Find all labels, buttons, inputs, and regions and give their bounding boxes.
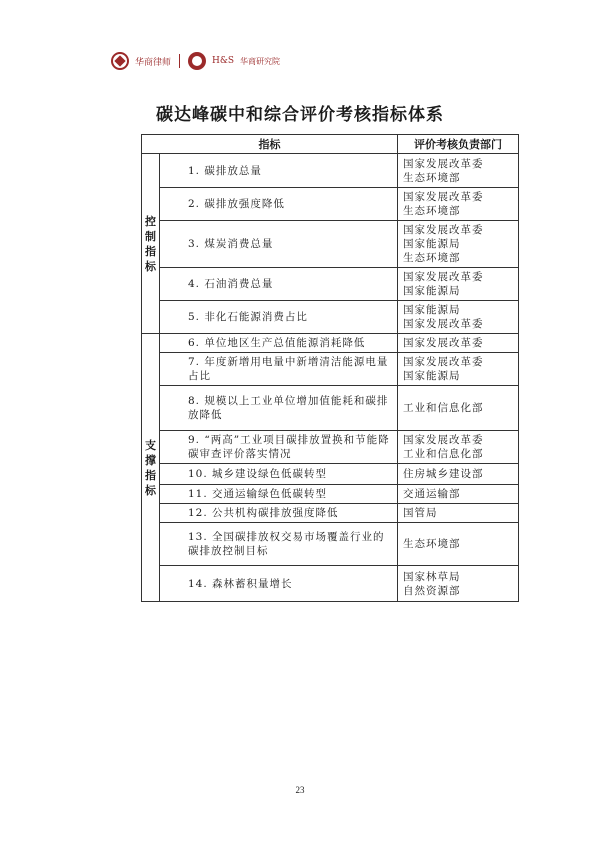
indicator-cell: 3. 煤炭消费总量: [160, 221, 398, 268]
table-row: [142, 386, 519, 431]
department-name: 国家能源局: [403, 285, 461, 297]
department-name: 国家能源局: [403, 370, 461, 382]
table-body: [142, 154, 519, 602]
department-name: 生态环境部: [403, 252, 461, 264]
indicator-cell: 12. 公共机构碳排放强度降低: [160, 504, 398, 523]
indicator-cell: 7. 年度新增用电量中新增清洁能源电量占比: [160, 353, 398, 386]
department-name: 自然资源部: [403, 584, 461, 597]
table-row: [142, 188, 519, 221]
logo-divider: [179, 54, 180, 68]
department-cell: [398, 154, 519, 188]
indicator-cell: 4. 石油消费总量: [160, 268, 398, 301]
indicator-cell: 2. 碳排放强度降低: [160, 188, 398, 221]
header-logos: [111, 50, 280, 72]
category-label: 控制指标: [145, 214, 156, 273]
table-row: [142, 268, 519, 301]
department-name: 国家发展改革委: [403, 271, 484, 283]
department-cell: [398, 504, 519, 523]
logo2-text: 华商研究院: [240, 56, 281, 66]
department-cell: [398, 431, 519, 464]
document-title: 碳达峰碳中和综合评价考核指标体系: [156, 105, 444, 125]
department-cell: [398, 353, 519, 386]
indicator-cell: 9. “两高”工业项目碳排放置换和节能降碳审查评价落实情况: [160, 431, 398, 464]
department-name: 国管局: [403, 507, 438, 519]
department-cell: [398, 464, 519, 485]
department-name: 工业和信息化部: [403, 402, 484, 414]
indicator-cell: 13. 全国碳排放权交易市场覆盖行业的碳排放控制目标: [160, 523, 398, 566]
table-row: [142, 301, 519, 334]
department-name: 交通运输部: [403, 488, 461, 500]
department-name: 国家林草局: [403, 570, 461, 583]
department-name: 国家发展改革委: [403, 337, 484, 349]
logo2-brand: H&S: [212, 56, 235, 66]
department-name: 国家能源局: [403, 304, 461, 316]
table-row: [142, 464, 519, 485]
table-row: [142, 221, 519, 268]
department-name: 生态环境部: [403, 171, 461, 184]
department-cell: [398, 268, 519, 301]
table-row: [142, 523, 519, 566]
table-row: [142, 353, 519, 386]
indicator-column-header: 指标: [142, 135, 398, 154]
category-label: 支撑指标: [145, 438, 156, 497]
department-name: 工业和信息化部: [403, 448, 484, 460]
indicator-cell: 14. 森林蓄积量增长: [160, 566, 398, 602]
indicator-cell: 1. 碳排放总量: [160, 154, 398, 188]
department-name: 国家发展改革委: [403, 434, 484, 446]
indicator-cell: 5. 非化石能源消费占比: [160, 301, 398, 334]
department-cell: [398, 334, 519, 353]
indicator-cell: 8. 规模以上工业单位增加值能耗和碳排放降低: [160, 386, 398, 431]
page-number: 23: [295, 785, 305, 795]
logo1-text: 华商律师: [135, 57, 172, 68]
department-cell: [398, 566, 519, 602]
department-name: 国家发展改革委: [403, 318, 484, 330]
table-row: [142, 334, 519, 353]
indicator-cell: 10. 城乡建设绿色低碳转型: [160, 464, 398, 485]
category-cell: [142, 154, 160, 334]
indicator-cell: 6. 单位地区生产总值能源消耗降低: [160, 334, 398, 353]
table-row: [142, 504, 519, 523]
department-cell: [398, 188, 519, 221]
department-cell: [398, 221, 519, 268]
department-name: 国家发展改革委: [403, 356, 484, 368]
department-name: 生态环境部: [403, 538, 461, 550]
department-column-header: 评价考核负责部门: [398, 135, 519, 154]
department-cell: [398, 386, 519, 431]
hs-logo-icon: [188, 52, 206, 70]
department-cell: [398, 523, 519, 566]
table-row: [142, 485, 519, 504]
department-cell: [398, 301, 519, 334]
indicator-cell: 11. 交通运输绿色低碳转型: [160, 485, 398, 504]
category-cell: [142, 334, 160, 602]
table-row: [142, 431, 519, 464]
department-name: 国家能源局: [403, 238, 461, 250]
department-name: 住房城乡建设部: [403, 468, 484, 480]
indicator-table: [141, 134, 519, 602]
table-row: [142, 566, 519, 602]
department-cell: [398, 485, 519, 504]
table-row: [142, 154, 519, 188]
huashang-law-logo-icon: [111, 52, 129, 70]
department-name: 国家发展改革委: [403, 224, 484, 236]
table-header-row: [142, 135, 519, 154]
department-name: 生态环境部: [403, 205, 461, 217]
department-name: 国家发展改革委: [403, 191, 484, 203]
department-name: 国家发展改革委: [403, 157, 484, 170]
